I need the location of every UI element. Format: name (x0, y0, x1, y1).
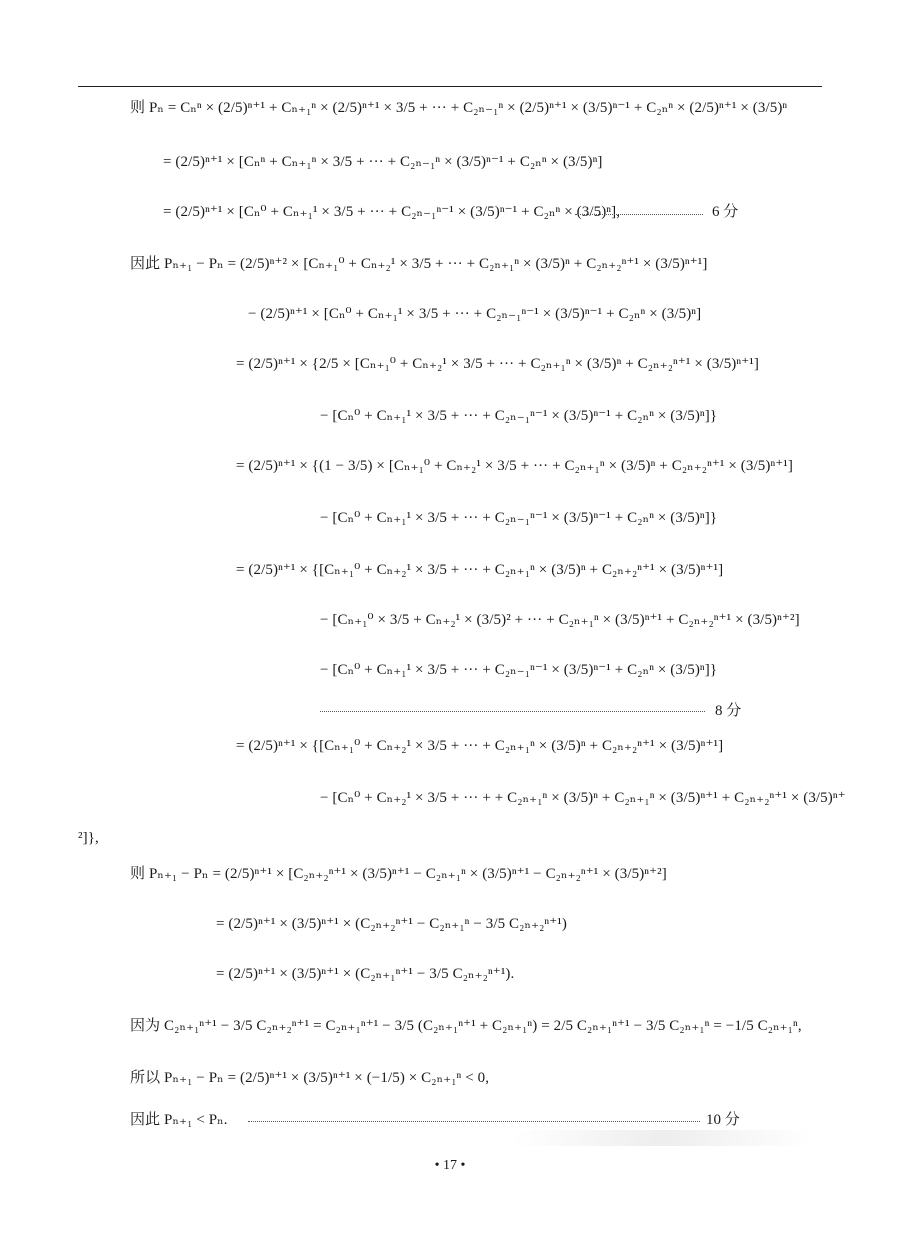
formula-line: 所以 Pₙ₊₁ − Pₙ = (2/5)ⁿ⁺¹ × (3/5)ⁿ⁺¹ × (−1/5) × C₂ₙ₊₁ⁿ < 0, (130, 1070, 490, 1086)
formula-line: = (2/5)ⁿ⁺¹ × {[Cₙ₊₁⁰ + Cₙ₊₂¹ × 3/5 + ··· + C₂ₙ₊₁ⁿ × (3/5)ⁿ + C₂ₙ₊₂ⁿ⁺¹ × (3/5)ⁿ⁺¹] (236, 738, 724, 754)
formula-line: ²]}, (78, 830, 99, 846)
header-rule (78, 86, 822, 87)
formula-line: = (2/5)ⁿ⁺¹ × {2/5 × [Cₙ₊₁⁰ + Cₙ₊₂¹ × 3/5 + ··· + C₂ₙ₊₁ⁿ × (3/5)ⁿ + C₂ₙ₊₂ⁿ⁺¹ × (3/5)ⁿ⁺¹] (236, 356, 759, 372)
formula-line: − [Cₙ₊₁⁰ × 3/5 + Cₙ₊₂¹ × (3/5)² + ··· + C₂ₙ₊₁ⁿ × (3/5)ⁿ⁺¹ + C₂ₙ₊₂ⁿ⁺¹ × (3/5)ⁿ⁺²] (320, 612, 800, 628)
formula-line: − [Cₙ⁰ + Cₙ₊₁¹ × 3/5 + ··· + C₂ₙ₋₁ⁿ⁻¹ × (3/5)ⁿ⁻¹ + C₂ₙⁿ × (3/5)ⁿ]} (320, 662, 718, 678)
formula-line: − [Cₙ⁰ + Cₙ₊₁¹ × 3/5 + ··· + C₂ₙ₋₁ⁿ⁻¹ × (3/5)ⁿ⁻¹ + C₂ₙⁿ × (3/5)ⁿ]} (320, 408, 718, 424)
faint-watermark-smudge (512, 1130, 812, 1146)
formula-line: 因为 C₂ₙ₊₁ⁿ⁺¹ − 3/5 C₂ₙ₊₂ⁿ⁺¹ = C₂ₙ₊₁ⁿ⁺¹ − 3/5 (C₂ₙ₊₁ⁿ⁺¹ + C₂ₙ₊₁ⁿ) = 2/5 C₂ₙ₊₁ⁿ⁺¹ − 3/5 C₂ₙ₊₁ⁿ = −1/5 C₂ₙ₊₁ⁿ, (130, 1018, 802, 1034)
score-mark: 6 分 (712, 204, 739, 220)
score-leader-dots (575, 214, 703, 215)
score-leader-dots (248, 1121, 700, 1122)
score-leader-dots (320, 711, 705, 712)
formula-line: 则 Pₙ₊₁ − Pₙ = (2/5)ⁿ⁺¹ × [C₂ₙ₊₂ⁿ⁺¹ × (3/5)ⁿ⁺¹ − C₂ₙ₊₁ⁿ × (3/5)ⁿ⁺¹ − C₂ₙ₊₂ⁿ⁺¹ × (3/5)ⁿ⁺²] (130, 866, 667, 882)
formula-line: = (2/5)ⁿ⁺¹ × [Cₙ⁰ + Cₙ₊₁¹ × 3/5 + ··· + C₂ₙ₋₁ⁿ⁻¹ × (3/5)ⁿ⁻¹ + C₂ₙⁿ × (3/5)ⁿ], (163, 204, 621, 220)
formula-line: = (2/5)ⁿ⁺¹ × (3/5)ⁿ⁺¹ × (C₂ₙ₊₁ⁿ⁺¹ − 3/5 C₂ₙ₊₂ⁿ⁺¹). (216, 966, 515, 982)
formula-line: = (2/5)ⁿ⁺¹ × (3/5)ⁿ⁺¹ × (C₂ₙ₊₂ⁿ⁺¹ − C₂ₙ₊₁ⁿ − 3/5 C₂ₙ₊₂ⁿ⁺¹) (216, 916, 567, 932)
formula-line: = (2/5)ⁿ⁺¹ × [Cₙⁿ + Cₙ₊₁ⁿ × 3/5 + ··· + C₂ₙ₋₁ⁿ × (3/5)ⁿ⁻¹ + C₂ₙⁿ × (3/5)ⁿ] (163, 154, 603, 170)
formula-line: − [Cₙ⁰ + Cₙ₊₂¹ × 3/5 + ··· + + C₂ₙ₊₁ⁿ × (3/5)ⁿ + C₂ₙ₊₁ⁿ × (3/5)ⁿ⁺¹ + C₂ₙ₊₂ⁿ⁺¹ × (3/5)ⁿ⁺ (320, 790, 846, 806)
formula-line: 因此 Pₙ₊₁ − Pₙ = (2/5)ⁿ⁺² × [Cₙ₊₁⁰ + Cₙ₊₂¹ × 3/5 + ··· + C₂ₙ₊₁ⁿ × (3/5)ⁿ + C₂ₙ₊₂ⁿ⁺¹ × (3/5)ⁿ⁺¹] (130, 256, 708, 272)
formula-line: 因此 Pₙ₊₁ < Pₙ. (130, 1112, 228, 1128)
formula-line: − (2/5)ⁿ⁺¹ × [Cₙ⁰ + Cₙ₊₁¹ × 3/5 + ··· + C₂ₙ₋₁ⁿ⁻¹ × (3/5)ⁿ⁻¹ + C₂ₙⁿ × (3/5)ⁿ] (248, 306, 702, 322)
formula-line: 则 Pₙ = Cₙⁿ × (2/5)ⁿ⁺¹ + Cₙ₊₁ⁿ × (2/5)ⁿ⁺¹ × 3/5 + ··· + C₂ₙ₋₁ⁿ × (2/5)ⁿ⁺¹ × (3/5)ⁿ⁻¹ + C₂ₙⁿ × (2/5)ⁿ⁺¹ × (3/5)ⁿ (130, 100, 788, 116)
formula-line: − [Cₙ⁰ + Cₙ₊₁¹ × 3/5 + ··· + C₂ₙ₋₁ⁿ⁻¹ × (3/5)ⁿ⁻¹ + C₂ₙⁿ × (3/5)ⁿ]} (320, 510, 718, 526)
score-mark: 10 分 (706, 1112, 740, 1128)
page-number: • 17 • (434, 1158, 466, 1173)
score-mark: 8 分 (715, 703, 742, 719)
formula-line: = (2/5)ⁿ⁺¹ × {(1 − 3/5) × [Cₙ₊₁⁰ + Cₙ₊₂¹ × 3/5 + ··· + C₂ₙ₊₁ⁿ × (3/5)ⁿ + C₂ₙ₊₂ⁿ⁺¹ × (3/5)ⁿ⁺¹] (236, 458, 793, 474)
formula-line: = (2/5)ⁿ⁺¹ × {[Cₙ₊₁⁰ + Cₙ₊₂¹ × 3/5 + ··· + C₂ₙ₊₁ⁿ × (3/5)ⁿ + C₂ₙ₊₂ⁿ⁺¹ × (3/5)ⁿ⁺¹] (236, 562, 724, 578)
